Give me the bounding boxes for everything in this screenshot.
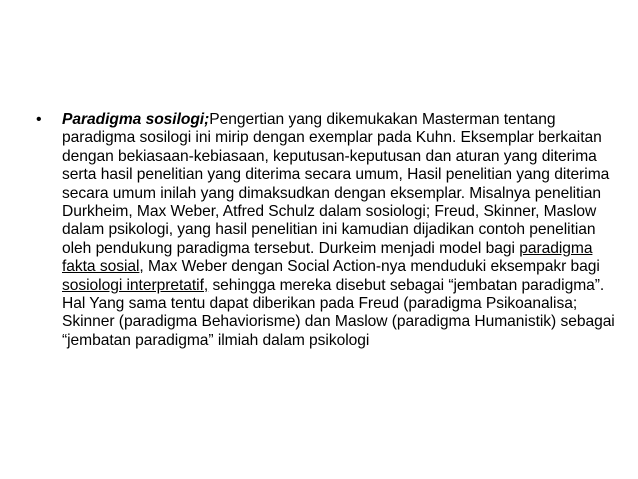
term-heading: Paradigma sosilogi;	[62, 111, 210, 128]
paragraph-text-part-2: , Max Weber dengan Social Action-nya menduduki eksempakr bagi	[139, 258, 600, 276]
link-sosiologi-interpretatif[interactable]: sosiologi interpretatif,	[62, 276, 209, 294]
bullet-icon: •	[36, 111, 42, 128]
bullet-item	[36, 111, 621, 350]
link-paradigma-fakta-sosial[interactable]: paradigma fakta sosial	[62, 239, 593, 276]
paragraph-text-part-3: sehingga mereka disebut sebagai “jembatan paradigma”. Hal Yang sama tentu dapat diberikan pada Freud (paradigma Psikoanalisa; Skinner (paradigma Behaviorisme) dan Maslow (paradigma Humanistik) sebagai “jembatan paradigma” ilmiah dalam psikologi	[62, 276, 615, 349]
paragraph-text-part-1: Pengertian yang dikemukakan Masterman tentang paradigma sosilogi ini mirip dengan exemplar pada Kuhn. Eksemplar berkaitan dengan bekiasaan-kebiasaan, keputusan-keputusan dan aturan yang diterima serta hasil penelitian yang diterima secara umum, Hasil penelitian yang diterima secara umum inilah yang dimaksudkan dengan eksemplar. Misalnya penelitian Durkheim, Max Weber, Atfred Schulz dalam sosiologi; Freud, Skinner, Maslow dalam psikologi, yang hasil penelitian ini kamudian dijadikan contoh penelitian oleh pendukung paradigma tersebut. Durkeim menjadi model bagi	[62, 111, 610, 257]
paragraph	[62, 111, 618, 350]
